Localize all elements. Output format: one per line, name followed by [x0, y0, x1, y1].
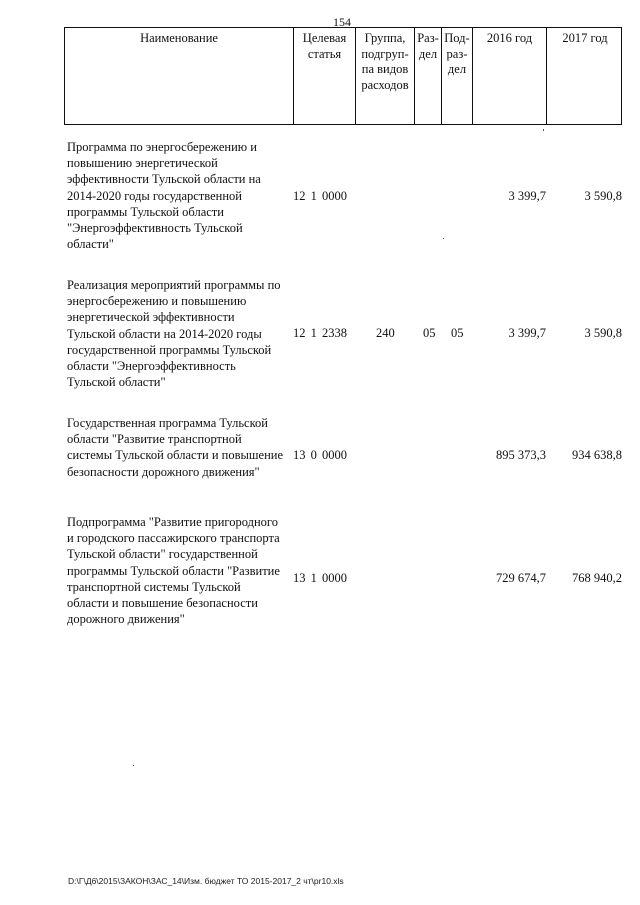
row-name: Государственная программа Тульской области "Развитие транспортной системы Тульской области и повышение безопасности дорожного движения": [67, 416, 283, 479]
header-group: [356, 28, 415, 124]
row-2017: 3 590,8: [584, 189, 622, 203]
row-name: Программа по энергосбережению и повышению энергетической эффективности Тульской области на 2014-2020 годы государственной программы Тульской области "Энергоэффективность Тульской области": [67, 140, 261, 252]
scan-speck: [133, 765, 134, 766]
header-subsection: [442, 28, 473, 124]
row-2017: 934 638,8: [572, 448, 622, 462]
row-group: 240: [376, 326, 395, 340]
table-row: [64, 514, 622, 649]
table-row: [64, 139, 622, 254]
file-path-footer: D:\Г\Д6\2015\ЗАКОН\ЗАС_14\Изм. бюджет ТО 2015-2017_2 чт\pr10.xls: [68, 876, 344, 886]
header-target-article-line2: статья: [307, 46, 342, 61]
header-target-article: [294, 28, 356, 124]
header-year-2017: [547, 28, 623, 124]
row-name: Реализация мероприятий программы по энергосбережению и повышению энергетической эффективности Тульской области на 2014-2020 годы государственной программы Тульской области "Энергоэффективность Тульской области": [67, 278, 281, 390]
scan-speck: [543, 129, 544, 131]
header-year-2016-label: 2016 год: [486, 31, 533, 45]
header-section-line1: Раз-: [417, 31, 439, 45]
row-section: 05: [423, 326, 436, 340]
row-2016: 895 373,3: [496, 448, 546, 462]
row-target-article: 12 1 2338: [293, 326, 347, 340]
row-2016: 3 399,7: [508, 189, 546, 203]
header-name-label: Наименование: [140, 31, 218, 45]
header-group-line4: расходов: [361, 77, 409, 92]
table-header: [64, 27, 622, 125]
page-number: 154: [333, 15, 351, 29]
header-name: [65, 28, 294, 124]
header-year-2017-label: 2017 год: [562, 31, 608, 45]
header-subsection-line2: раз-: [446, 46, 468, 61]
row-target-article: 13 1 0000: [293, 571, 347, 585]
header-target-article-line1: Целевая: [302, 31, 347, 45]
header-group-line2: подгруп-: [361, 46, 409, 61]
table-row: [64, 277, 622, 392]
table-row: [64, 415, 622, 500]
header-group-line1: Группа,: [364, 31, 406, 45]
header-subsection-line1: Под-: [444, 31, 470, 45]
header-year-2016: [473, 28, 547, 124]
row-2016: 3 399,7: [508, 326, 546, 340]
row-name: Подпрограмма "Развитие пригородного и городского пассажирского транспорта Тульской области" государственной программы Тульской области "Развитие транспортной системы Тульской области и повышение безопасности дорожного движения": [67, 515, 280, 627]
row-subsection: 05: [451, 326, 464, 340]
scan-speck: [443, 238, 444, 239]
row-target-article: 12 1 0000: [293, 189, 347, 203]
header-group-line3: па видов: [361, 62, 409, 76]
row-target-article: 13 0 0000: [293, 448, 347, 462]
row-2017: 768 940,2: [572, 571, 622, 585]
header-section-line2: дел: [418, 46, 438, 61]
row-2016: 729 674,7: [496, 571, 546, 585]
row-2017: 3 590,8: [584, 326, 622, 340]
header-subsection-line3: дел: [447, 62, 467, 76]
header-section: [415, 28, 442, 124]
